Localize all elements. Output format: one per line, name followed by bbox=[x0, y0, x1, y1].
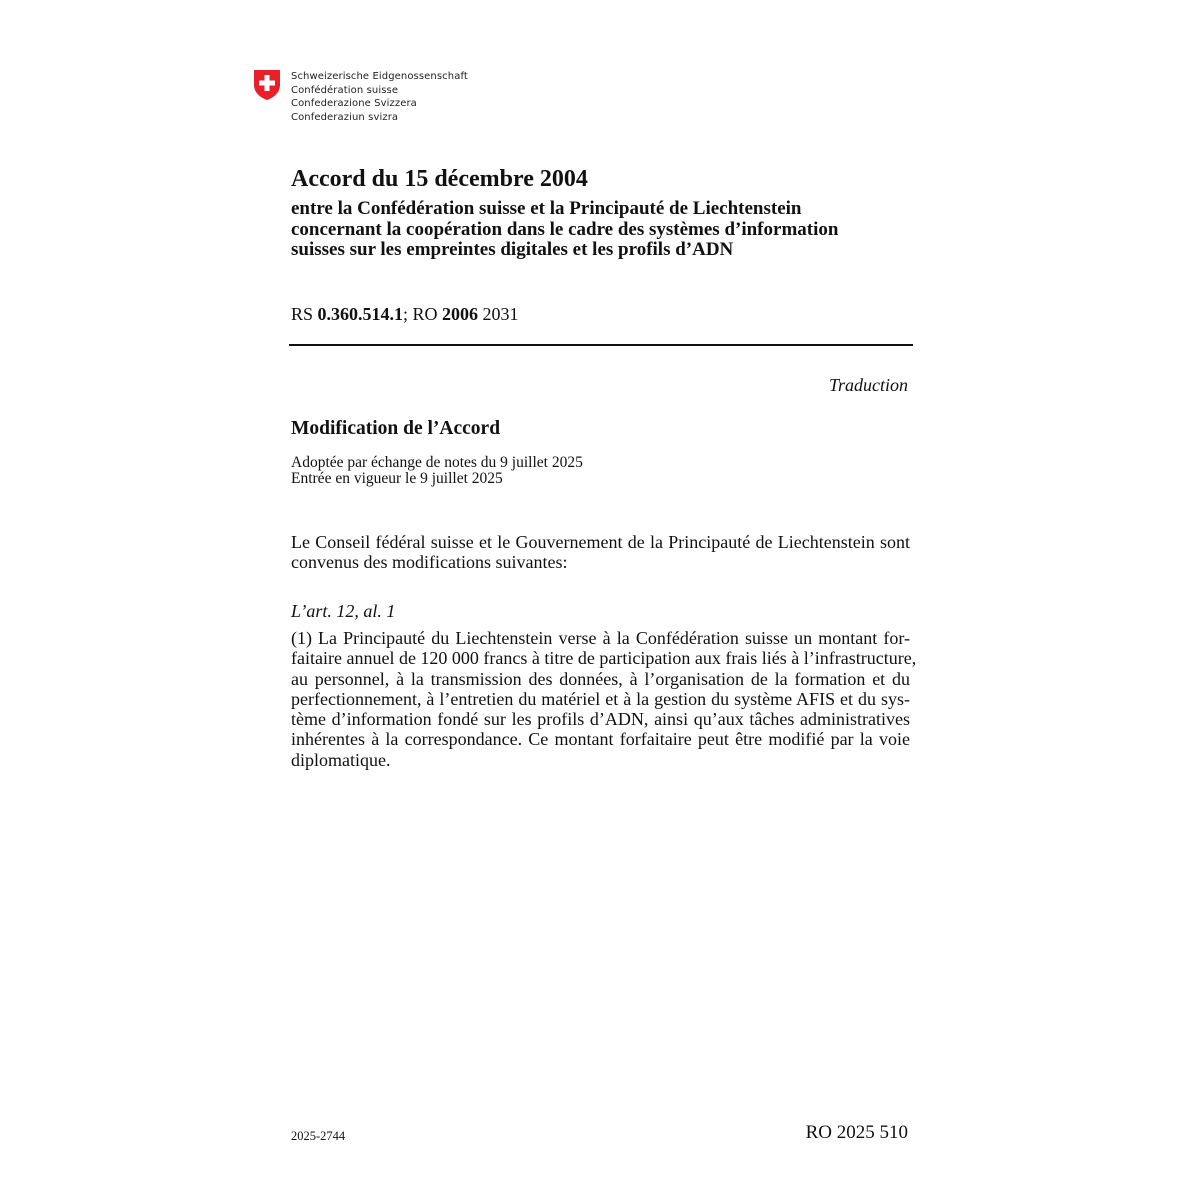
entry-into-force: Entrée en vigueur le 9 juillet 2025 bbox=[291, 469, 503, 487]
subtitle-line: concernant la coopération dans le cadre des systèmes d’information bbox=[291, 218, 839, 240]
paragraph-line: inhérentes à la correspondance. Ce montant forfaitaire peut être modifié par la voie bbox=[291, 729, 910, 750]
paragraph-line: diplomatique. bbox=[291, 749, 391, 770]
article-paragraph bbox=[291, 628, 917, 770]
agency-name-de: Schweizerische Eidgenossenschaft bbox=[291, 71, 468, 82]
legal-reference bbox=[291, 303, 910, 325]
document-subtitle bbox=[291, 199, 910, 261]
article-reference: L’art. 12, al. 1 bbox=[291, 601, 396, 621]
footer-ro-reference: RO 2025 510 bbox=[805, 1122, 908, 1143]
translation-label: Traduction bbox=[828, 375, 908, 395]
modification-heading: Modification de l’Accord bbox=[291, 418, 501, 439]
document-title: Accord du 15 décembre 2004 bbox=[291, 166, 588, 192]
paragraph-line: tème d’information fondé sur les profils d’ADN, ainsi qu’aux tâches administratives bbox=[291, 709, 910, 730]
ro-separator: ; RO bbox=[403, 304, 438, 324]
agency-name-it: Confederazione Svizzera bbox=[291, 98, 417, 110]
rs-prefix: RS bbox=[291, 304, 314, 324]
ro-page: 2031 bbox=[482, 304, 519, 324]
agency-name-fr: Confédération suisse bbox=[291, 84, 399, 96]
footer-doc-id: 2025-2744 bbox=[291, 1129, 346, 1143]
paragraph-line: au personnel, à la transmission des données, à l’organisation de la formation et du bbox=[291, 668, 910, 689]
adoption-date: Adoptée par échange de notes du 9 juillet 2025 bbox=[291, 454, 583, 471]
agency-name-block bbox=[291, 70, 468, 125]
swiss-flag-icon bbox=[253, 70, 281, 100]
subtitle-line: entre la Confédération suisse et la Principauté de Liechtenstein bbox=[291, 198, 802, 219]
paragraph-line bbox=[291, 628, 910, 648]
paragraph-line-text: La Principauté du Liechtenstein verse à la Confédération suisse un montant for- bbox=[318, 628, 910, 648]
rs-number: 0.360.514.1 bbox=[317, 304, 404, 324]
intro-paragraph: Le Conseil fédéral suisse et le Gouvernement de la Principauté de Liechtenstein sont convenus des modifications suivantes: bbox=[291, 532, 910, 572]
ro-year: 2006 bbox=[442, 304, 479, 324]
agency-name-rm: Confederaziun svizra bbox=[291, 112, 399, 124]
modification-meta bbox=[291, 455, 910, 486]
header-divider bbox=[289, 344, 913, 346]
paragraph-line: faitaire annuel de 120 000 francs à titre de participation aux frais liés à l’infrastructure, bbox=[291, 648, 917, 669]
subtitle-line: suisses sur les empreintes digitales et les profils d’ADN bbox=[291, 239, 734, 260]
paragraph-line: perfectionnement, à l’entretien du matériel et à la gestion du système AFIS et du sys- bbox=[291, 688, 910, 709]
paragraph-number: (1) bbox=[291, 628, 312, 648]
